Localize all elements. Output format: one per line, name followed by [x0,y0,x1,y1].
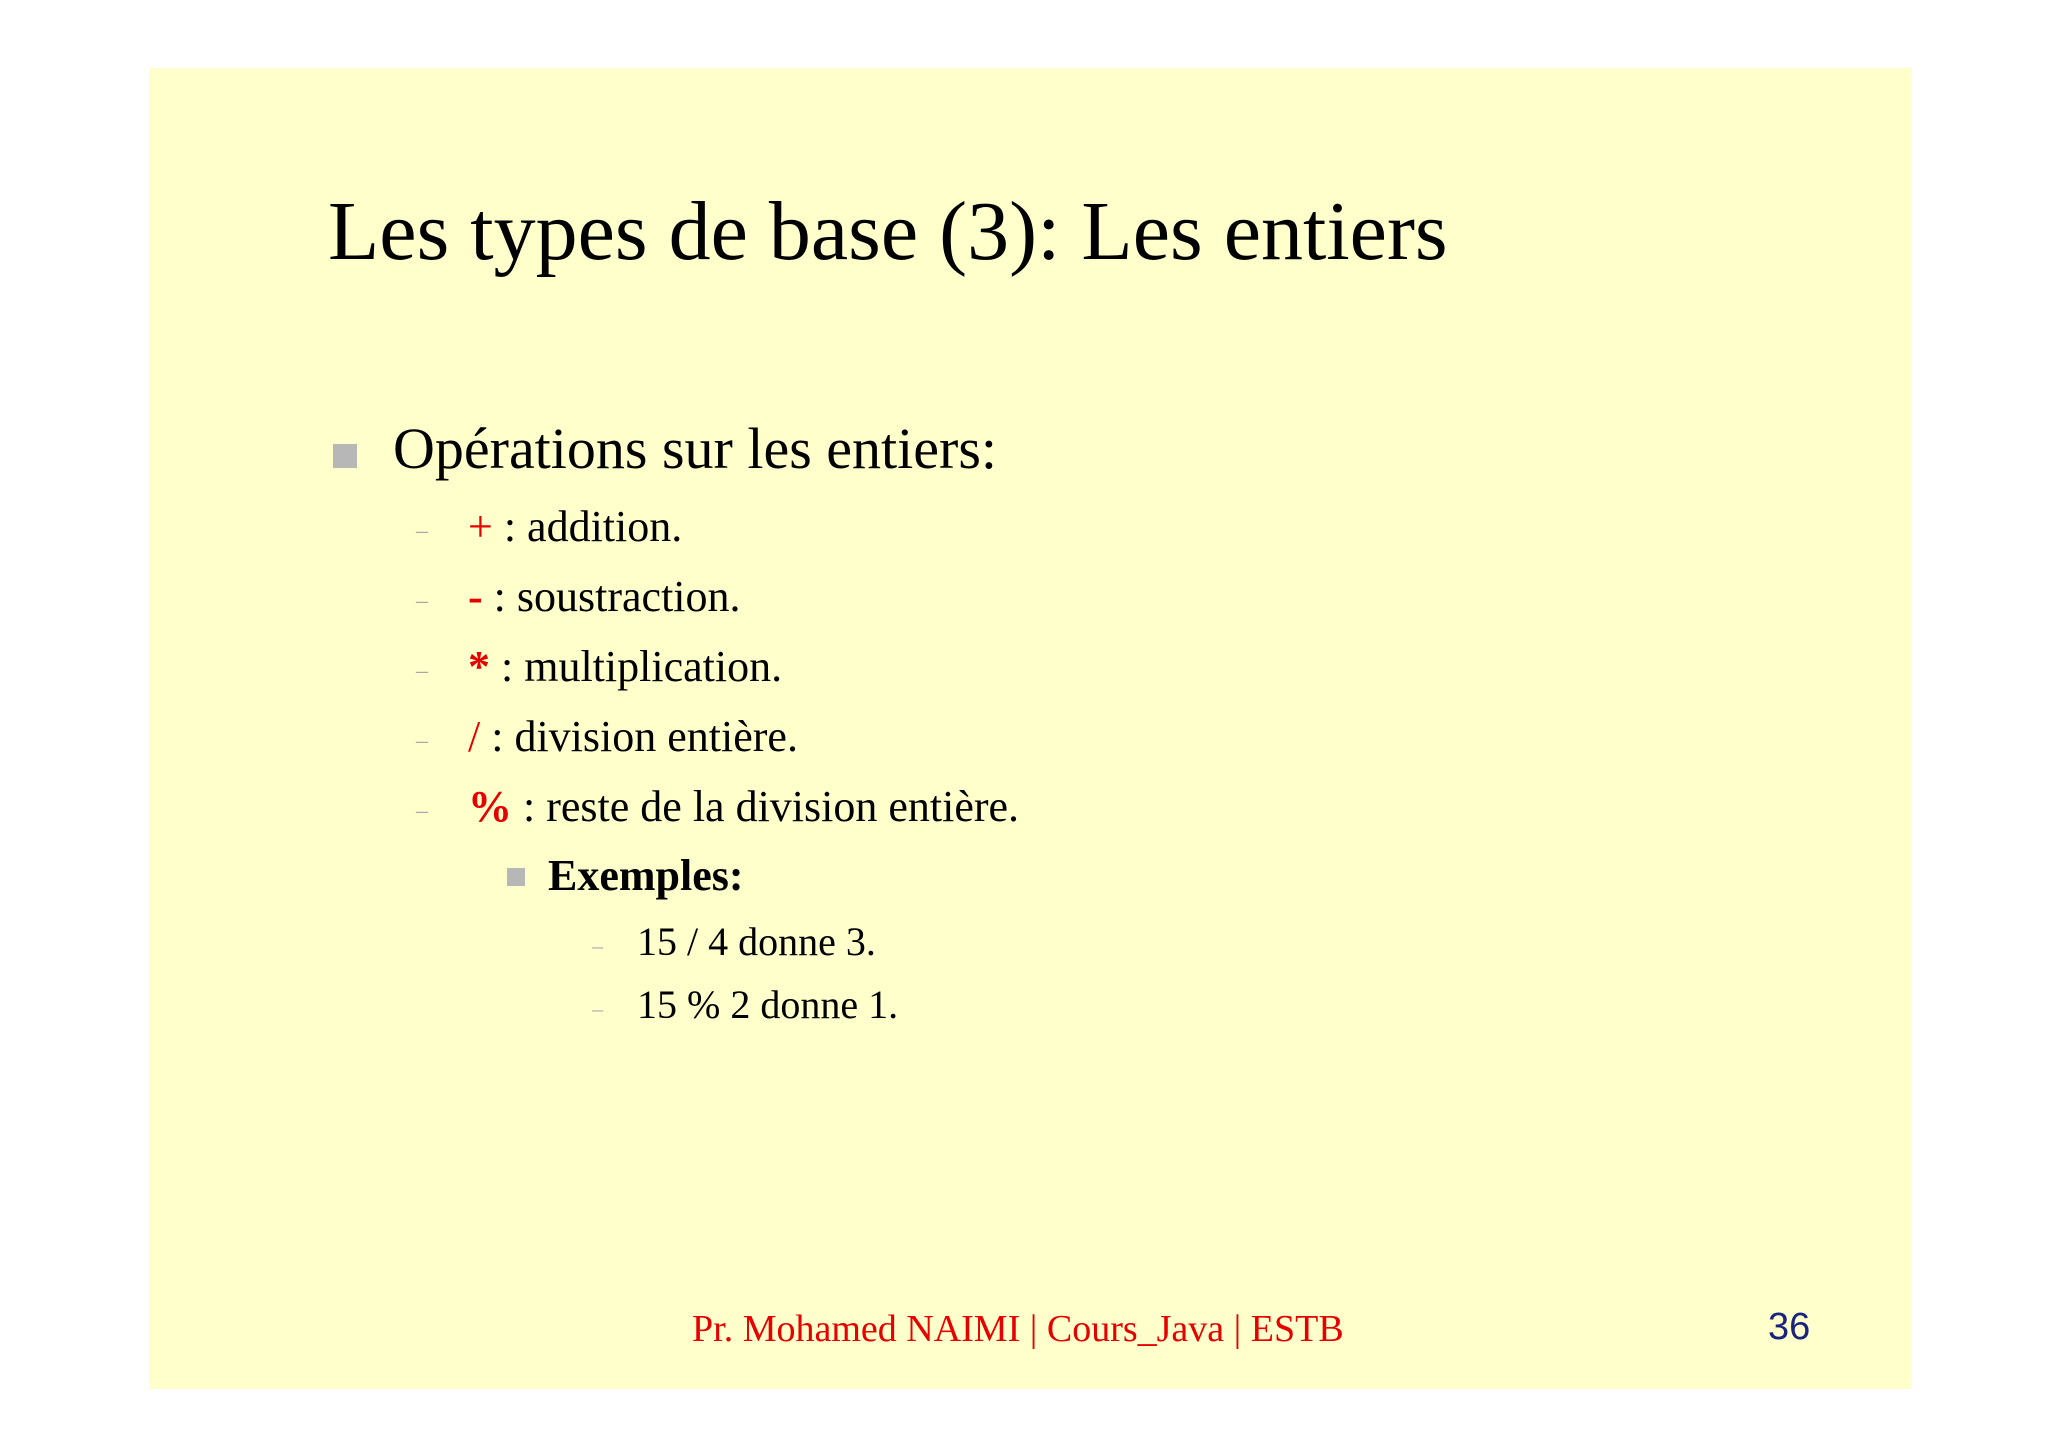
dash-bullet-icon: – [416,798,428,824]
slide-title: Les types de base (3): Les entiers [328,185,1448,278]
slide-footer: Pr. Mohamed NAIMI | Cours_Java | ESTB [692,1308,1344,1350]
dash-bullet-icon: – [416,658,428,684]
examples-heading: Exemples: [548,851,744,900]
dash-bullet-icon: – [416,728,428,754]
operator-description: : division entière. [480,712,798,761]
operator-description: : soustraction. [482,572,741,621]
operator-symbol: / [468,712,481,761]
example-item: 15 / 4 donne 3. [637,919,876,964]
operator-symbol: - [468,572,483,621]
example-item: 15 % 2 donne 1. [637,982,899,1027]
dash-bullet-icon: – [416,588,428,614]
operator-symbol: + [468,502,493,551]
operator-description: : reste de la division entière. [512,782,1020,831]
section-heading: Opérations sur les entiers: [393,416,998,481]
operator-symbol: * [468,642,490,691]
operator-description: : multiplication. [490,642,783,691]
square-bullet-icon [333,444,357,468]
square-bullet-icon [507,868,525,886]
dash-bullet-icon: – [592,933,603,958]
dash-bullet-icon: – [416,518,428,544]
page-number: 36 [1768,1306,1811,1348]
operator-description: : addition. [492,502,683,551]
operator-symbol: % [468,782,512,831]
dash-bullet-icon: – [592,996,603,1021]
